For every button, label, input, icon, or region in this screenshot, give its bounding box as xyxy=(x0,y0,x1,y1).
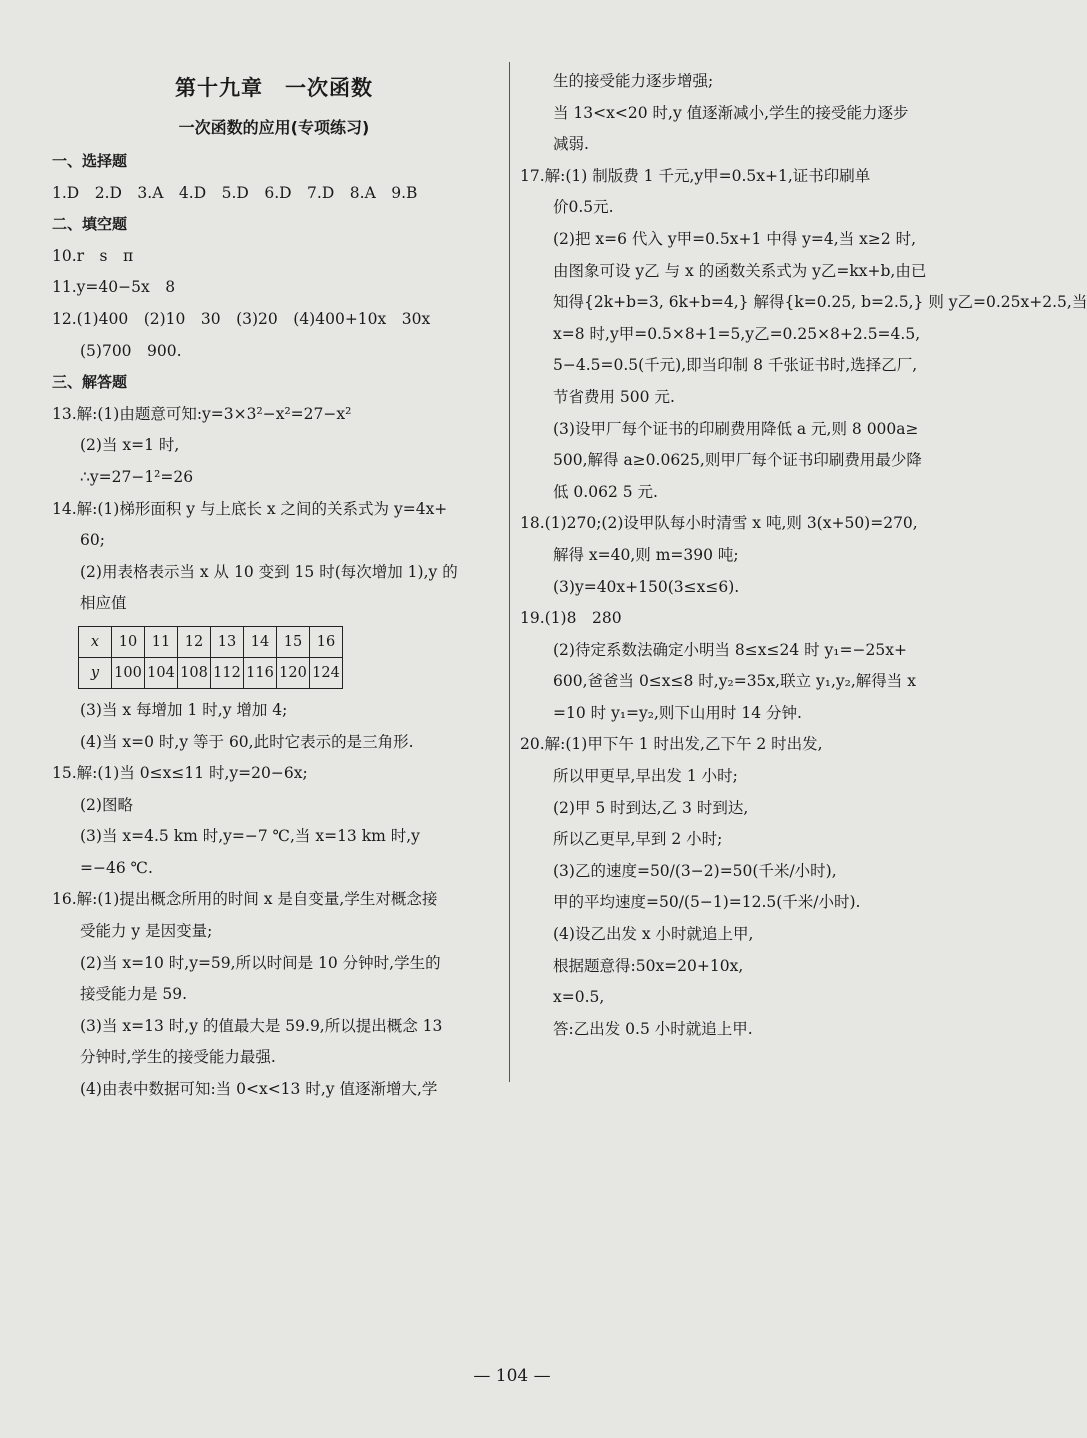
table-cell: 112 xyxy=(211,657,244,688)
text-line: 16.解:(1)提出概念所用的时间 x 是自变量,学生对概念接 xyxy=(52,890,438,909)
text-line: 11.y=40−5x 8 xyxy=(52,278,176,297)
text-line: (3)设甲厂每个证书的印刷费用降低 a 元,则 8 000a≥ xyxy=(553,419,919,438)
text-line: 13.解:(1)由题意可知:y=3×3²−x²=27−x² xyxy=(52,404,352,423)
text-line: 接受能力是 59. xyxy=(80,985,188,1004)
table-cell: y xyxy=(79,657,112,688)
text-line: 知得{2k+b=3, 6k+b=4,} 解得{k=0.25, b=2.5,} 则 y乙=0.25x+2.5,当 xyxy=(553,293,1087,312)
text-line: (4)由表中数据可知:当 0<x<13 时,y 值逐渐增大,学 xyxy=(80,1080,438,1099)
text-line: (2)当 x=10 时,y=59,所以时间是 10 分钟时,学生的 xyxy=(80,953,441,972)
value-table xyxy=(78,626,343,689)
text-line: 低 0.062 5 元. xyxy=(553,482,658,501)
table-cell: 14 xyxy=(244,626,277,657)
text-line: (2)图略 xyxy=(80,795,133,814)
text-line: (2)用表格表示当 x 从 10 变到 15 时(每次增加 1),y 的 xyxy=(80,562,458,581)
text-line: (2)当 x=1 时, xyxy=(80,436,180,455)
left-text-block-continued xyxy=(52,695,496,1106)
table-cell: 16 xyxy=(310,626,343,657)
table-cell: 10 xyxy=(112,626,145,657)
table-cell: 120 xyxy=(277,657,310,688)
text-line: 由图象可设 y乙 与 x 的函数关系式为 y乙=kx+b,由已 xyxy=(553,261,927,280)
text-line: 生的接受能力逐步增强; xyxy=(553,72,714,90)
text-line: (2)甲 5 时到达,乙 3 时到达, xyxy=(553,798,749,817)
table-cell: 116 xyxy=(244,657,277,688)
table-cell: 108 xyxy=(178,657,211,688)
text-line: x=8 时,y甲=0.5×8+1=5,y乙=0.25×8+2.5=4.5, xyxy=(553,324,921,343)
text-line: x=0.5, xyxy=(553,988,605,1007)
text-line: 20.解:(1)甲下午 1 时出发,乙下午 2 时出发, xyxy=(520,735,823,754)
text-line: 节省费用 500 元. xyxy=(553,387,675,406)
text-line: (4)当 x=0 时,y 等于 60,此时它表示的是三角形. xyxy=(80,732,414,751)
table-cell: 104 xyxy=(145,657,178,688)
section-heading: 一、选择题 xyxy=(52,152,128,170)
table-row-y xyxy=(79,657,343,688)
table-row-x xyxy=(79,626,343,657)
text-line: 1.D 2.D 3.A 4.D 5.D 6.D 7.D 8.A 9.B xyxy=(52,183,418,202)
text-line: 17.解:(1) 制版费 1 千元,y甲=0.5x+1,证书印刷单 xyxy=(520,166,871,185)
text-line: 600,爸爸当 0≤x≤8 时,y₂=35x,联立 y₁,y₂,解得当 x xyxy=(553,672,916,691)
table-cell: 124 xyxy=(310,657,343,688)
text-line: =−46 ℃. xyxy=(80,858,153,877)
text-line: 500,解得 a≥0.0625,则甲厂每个证书印刷费用最少降 xyxy=(553,451,922,470)
section-heading: 二、填空题 xyxy=(52,215,128,234)
text-line: 受能力 y 是因变量; xyxy=(80,922,213,941)
text-line: 价0.5元. xyxy=(553,198,614,217)
text-line: (3)y=40x+150(3≤x≤6). xyxy=(553,577,740,596)
table-cell: 12 xyxy=(178,626,211,657)
text-line: 10.r s π xyxy=(52,246,134,265)
text-line: 所以乙更早,早到 2 小时; xyxy=(553,830,723,849)
table-cell: 11 xyxy=(145,626,178,657)
text-line: 5−4.5=0.5(千元),即当印制 8 千张证书时,选择乙厂, xyxy=(553,356,918,375)
text-line: 分钟时,学生的接受能力最强. xyxy=(80,1048,276,1067)
text-line: (3)当 x 每增加 1 时,y 增加 4; xyxy=(80,700,288,719)
left-column xyxy=(52,66,496,1106)
text-line: (3)当 x=4.5 km 时,y=−7 ℃,当 x=13 km 时,y xyxy=(80,827,420,846)
text-line: 甲的平均速度=50/(5−1)=12.5(千米/小时). xyxy=(553,893,861,912)
right-column xyxy=(520,66,1087,1045)
text-line: 所以甲更早,早出发 1 小时; xyxy=(553,767,738,786)
text-line: 解得 x=40,则 m=390 吨; xyxy=(553,545,739,564)
right-text-block xyxy=(520,66,1087,1045)
table-cell: 100 xyxy=(112,657,145,688)
column-divider xyxy=(509,62,510,1082)
text-line: 减弱. xyxy=(553,135,589,154)
table-cell: x xyxy=(79,626,112,657)
table-cell: 13 xyxy=(211,626,244,657)
text-line: (3)乙的速度=50/(3−2)=50(千米/小时), xyxy=(553,861,837,880)
text-line: 相应值 xyxy=(80,594,127,613)
text-line: 19.(1)8 280 xyxy=(520,609,622,628)
text-line: (4)设乙出发 x 小时就追上甲, xyxy=(553,925,754,944)
text-line: (2)待定系数法确定小明当 8≤x≤24 时 y₁=−25x+ xyxy=(553,640,907,659)
text-line: 15.解:(1)当 0≤x≤11 时,y=20−6x; xyxy=(52,764,308,783)
left-text-block xyxy=(52,146,496,620)
text-line: (2)把 x=6 代入 y甲=0.5x+1 中得 y=4,当 x≥2 时, xyxy=(553,229,917,248)
text-line: 根据题意得:50x=20+10x, xyxy=(553,956,744,975)
text-line: 当 13<x<20 时,y 值逐渐减小,学生的接受能力逐步 xyxy=(553,103,909,122)
text-line: 12.(1)400 (2)10 30 (3)20 (4)400+10x 30x xyxy=(52,309,431,328)
text-line: 答:乙出发 0.5 小时就追上甲. xyxy=(553,1019,753,1038)
chapter-title: 第十九章 一次函数 xyxy=(175,76,373,100)
text-line: 60; xyxy=(80,531,105,550)
text-line: ∴y=27−1²=26 xyxy=(80,467,194,486)
table-cell: 15 xyxy=(277,626,310,657)
text-line: (3)当 x=13 时,y 的值最大是 59.9,所以提出概念 13 xyxy=(80,1016,443,1035)
text-line: =10 时 y₁=y₂,则下山用时 14 分钟. xyxy=(553,703,802,722)
section-subtitle: 一次函数的应用(专项练习) xyxy=(178,118,370,137)
page-number: — 104 — xyxy=(473,1366,551,1386)
section-heading: 三、解答题 xyxy=(52,373,128,392)
text-line: (5)700 900. xyxy=(80,341,182,360)
text-line: 18.(1)270;(2)设甲队每小时清雪 x 吨,则 3(x+50)=270, xyxy=(520,514,918,533)
text-line: 14.解:(1)梯形面积 y 与上底长 x 之间的关系式为 y=4x+ xyxy=(52,499,448,518)
